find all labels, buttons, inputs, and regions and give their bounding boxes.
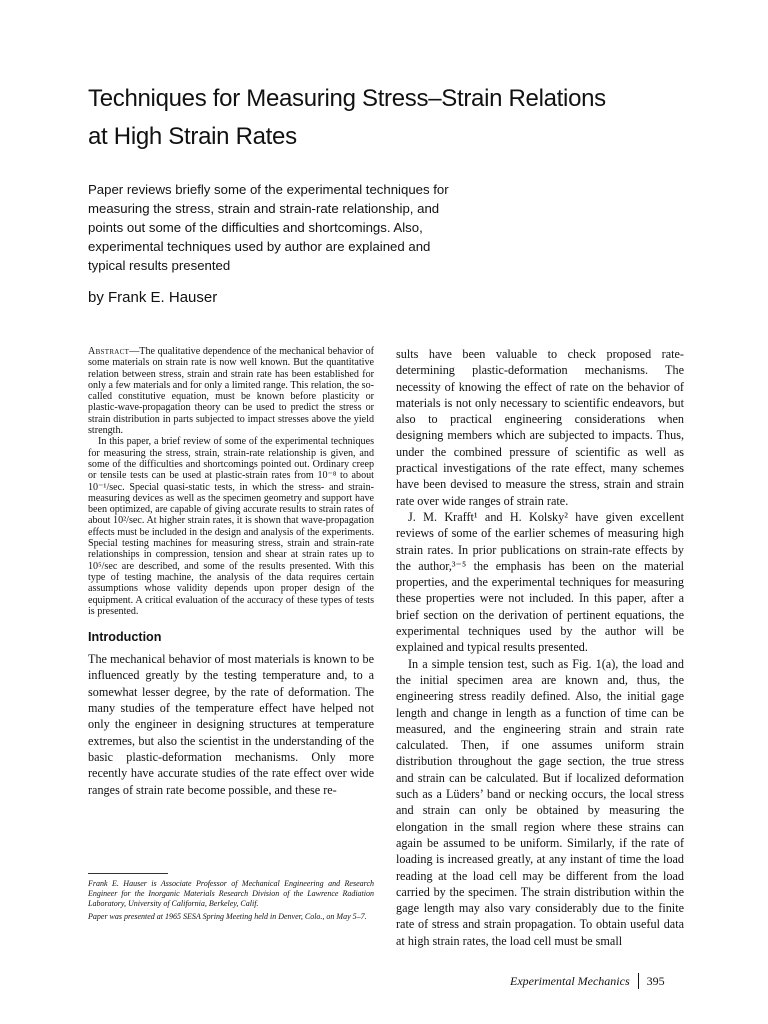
right-paragraph-1: sults have been valuable to check proposed rate-determining plastic-deformation mechanisms. The necessity of knowing the effect of rate on the behavior of materials is not only necessary to scientific endeavors, but also to practical engineering considerations when designing members which are subjected to impacts. Thus, under the combined pressure of scientific as well as practical investigations of the rate effect, many schemes have been devised to measure the stress, strain and strain rate over wide ranges of strain rate. [396, 347, 684, 508]
title-line-1: Techniques for Measuring Stress–Strain Relations [88, 85, 606, 112]
author-byline: by Frank E. Hauser [88, 289, 218, 306]
abstract [88, 346, 374, 617]
footnote-divider [88, 873, 168, 874]
intro-paragraph-1: The mechanical behavior of most materials is known to be influenced greatly by the testing temperature and, to a somewhat lesser degree, by the rate of deformation. The many studies of the temperature effect have helped not only the engineer in designing structures at temperature extremes, but also the scientist in the understanding of the basic plastic-deformation mechanisms. Only more recently have accurate studies of the rate effect over wide ranges of strain rate become possible, and these re- [88, 652, 374, 797]
lead-summary: Paper reviews briefly some of the experimental techniques for measuring the stress, strain and strain-rate relationship, and points out some of the difficulties and shortcomings. Also, experimental techniques used by author are explained and typical results presented [88, 182, 449, 273]
section-heading-introduction: Introduction [88, 630, 162, 645]
author-affiliation-note: Frank E. Hauser is Associate Professor of Mechanical Engineering and Research Engineer for the Inorganic Materials Research Division of the Lawrence Radiation Laboratory, University of California, Berkeley, Calif. [88, 879, 374, 908]
footer-separator [638, 973, 639, 989]
abstract-p1-text: —The qualitative dependence of the mechanical behavior of some materials on strain rate is now well known. But the quantitative relation between stress, strain and strain rate has been established for only a few materials and for only a limited range. This relation, the so-called constitutive equation, must be known before plasticity or plastic-wave-propagation theory can be used to predict the stress or strain distribution in parts subjected to impact stresses above the yield strength. [88, 346, 374, 437]
paper-title [88, 80, 688, 156]
abstract-tag: Abstract [88, 346, 130, 357]
abstract-paragraph-2: In this paper, a brief review of some of the experimental techniques for measuring the stress, strain, strain-rate relationship is given, and some of the difficulties and shortcomings pointed out. Ordinary creep or tensile tests can be used at plastic-strain rates from 10⁻⁸ to about 10⁻¹/sec. Special quasi-static tests, in which the stress- and strain-measuring devices as well as the specimen geometry and support have been optimized, are capable of giving accurate results to strain rates of about 10²/sec. At higher strain rates, it is shown that wave-propagation effects must be included in the design and analysis of the experiments. Special testing machines for measuring stress, strain and strain-rate relationships in compression, tension and shear at strain rates up to 10⁵/sec are described, and some of the results presented. With this type of testing machine, the analysis of the data requires certain assumptions whose validity depends upon proper design of the equipment. A critical evaluation of the accuracy of these types of tests is presented. [88, 436, 374, 617]
right-paragraph-3: In a simple tension test, such as Fig. 1(a), the load and the initial specimen area are known and, thus, the engineering stress readily defined. Also, the initial gage length and change in length as a function of time can be measured, and the engineering strain and strain rate calculated. Then, if one assumes uniform strain distribution throughout the gage section, the true stress and strain can be calculated. But if localized deformation such as a Lüders’ band or necking occurs, the local stress and strain can only be obtained by measuring the elongation in the small region where these strains can again be assumed to be uniform. Similarly, if the rate of loading is increased greatly, at any instant of time the load reading at the load cell may be different from the load carried by the specimen. The strain distribution within the gage length may also vary considerably due to the finite rate of stress and strain propagation. To obtain useful data at high strain rates, the load cell must be small [396, 656, 684, 948]
journal-name: Experimental Mechanics [510, 973, 630, 988]
right-column-body [396, 346, 684, 949]
right-paragraph-2: J. M. Krafft¹ and H. Kolsky² have given excellent reviews of some of the earlier schemes of measuring high strain rates. In prior publications on strain-rate effects by the author,³⁻⁵ the emphasis has been on the material properties, and the experimental techniques for measuring these properties were not included. In this paper, after a brief section on the derivation of pertinent equations, the experimental techniques used by the author will be explained and typical results presented. [396, 509, 684, 655]
left-column [88, 346, 374, 798]
abstract-paragraph-1 [88, 346, 374, 436]
footnotes [88, 879, 374, 925]
introduction-body [88, 651, 374, 798]
title-line-2: at High Strain Rates [88, 123, 297, 150]
presentation-note: Paper was presented at 1965 SESA Spring Meeting held in Denver, Colo., on May 5–7. [88, 912, 367, 921]
right-column [396, 346, 684, 949]
page-number: 395 [646, 973, 665, 988]
page-footer [510, 973, 665, 989]
